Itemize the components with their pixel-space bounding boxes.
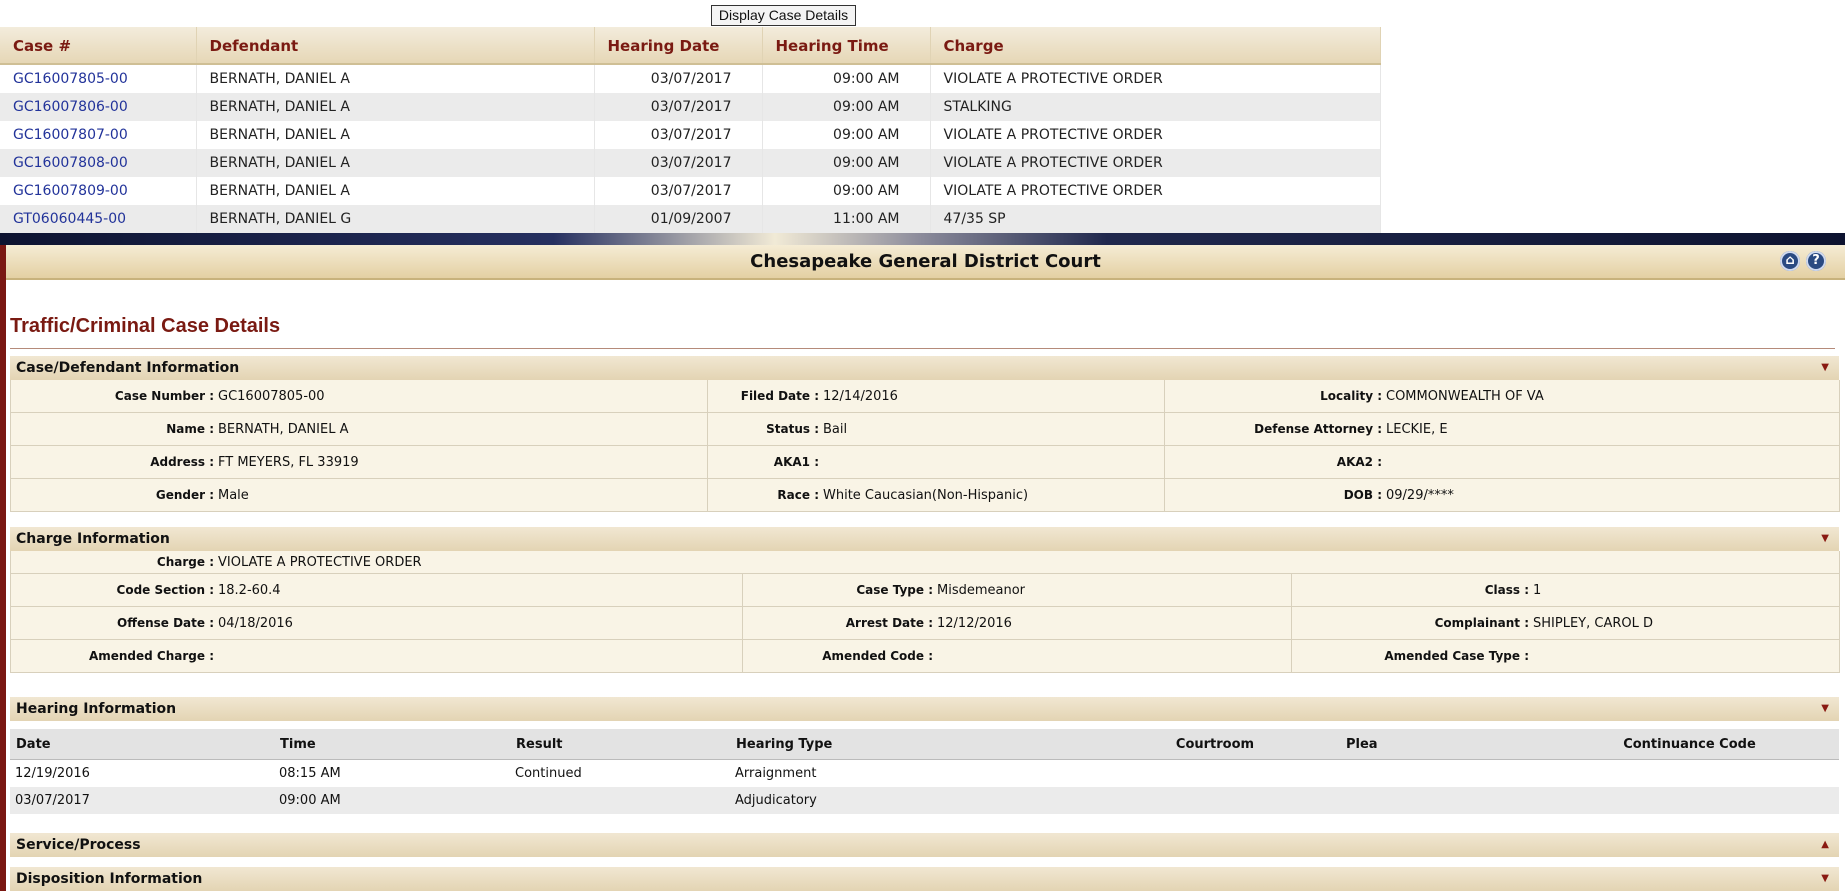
field-amended-charge <box>11 640 743 673</box>
field-value: SHIPLEY, CAROL D <box>1533 615 1653 631</box>
hearing-header-row <box>10 729 1839 760</box>
table-row <box>0 64 1380 93</box>
field-value: Bail <box>823 421 848 437</box>
col-header-hearing-time[interactable]: Hearing Time <box>762 27 930 64</box>
hearing-type-cell: Adjudicatory <box>730 787 1090 814</box>
field-case-number <box>11 380 708 413</box>
hearing-time-cell: 09:00 AM <box>274 787 510 814</box>
col-header-hearing-date[interactable]: Hearing Date <box>594 27 762 64</box>
field-label: Case Number : <box>114 388 214 403</box>
info-row <box>11 574 1840 607</box>
courtroom-cell <box>1090 787 1340 814</box>
hearing-time-cell: 09:00 AM <box>762 64 930 93</box>
field-arrest-date <box>743 607 1292 640</box>
defendant-cell: BERNATH, DANIEL A <box>196 121 594 149</box>
page-title: Traffic/Criminal Case Details <box>10 315 281 337</box>
field-gender <box>11 479 708 512</box>
case-number-link[interactable]: GC16007805-00 <box>0 64 196 93</box>
section-header-disposition[interactable] <box>10 867 1839 891</box>
hearing-time-cell: 08:15 AM <box>279 766 341 781</box>
field-label: AKA2 : <box>1336 454 1382 469</box>
court-name: Chesapeake General District Court <box>750 251 1101 272</box>
charge-cell: STALKING <box>930 93 1380 121</box>
case-number-link[interactable]: GC16007807-00 <box>0 121 196 149</box>
field-value: 12/12/2016 <box>937 615 1012 631</box>
hearing-date-cell: 12/19/2016 <box>15 766 90 781</box>
expand-icon[interactable]: ▲ <box>1821 839 1829 850</box>
section-title: Hearing Information <box>16 701 177 717</box>
col-header-plea: Plea <box>1340 729 1540 760</box>
field-label: Charge : <box>156 554 214 569</box>
collapse-icon[interactable]: ▼ <box>1821 873 1829 884</box>
home-icon[interactable]: ⌂ <box>1780 251 1800 271</box>
field-address <box>11 446 708 479</box>
table-row <box>10 760 1839 788</box>
hearing-time-cell: 09:00 AM <box>762 93 930 121</box>
field-class <box>1292 574 1840 607</box>
field-dob <box>1165 479 1840 512</box>
info-row <box>11 640 1840 673</box>
field-label: Amended Case Type : <box>1384 648 1529 663</box>
hearing-result-cell: Continued <box>515 766 582 781</box>
case-defendant-grid <box>10 380 1840 512</box>
field-label: Case Type : <box>856 582 933 597</box>
hearing-date-cell: 03/07/2017 <box>594 177 762 205</box>
section-header-case-defendant[interactable] <box>10 356 1839 380</box>
case-number-link[interactable]: GT06060445-00 <box>0 205 196 233</box>
col-header-courtroom: Courtroom <box>1090 729 1340 760</box>
field-label: Offense Date : <box>117 615 214 630</box>
results-header-row <box>0 27 1380 64</box>
table-row <box>10 787 1839 814</box>
info-row <box>11 551 1840 574</box>
field-label: AKA1 : <box>773 454 819 469</box>
field-filed-date <box>708 380 1165 413</box>
charge-cell: VIOLATE A PROTECTIVE ORDER <box>930 64 1380 93</box>
field-aka2 <box>1165 446 1840 479</box>
field-name <box>11 413 708 446</box>
col-header-continuance-code: Continuance Code <box>1540 729 1839 760</box>
hearing-date-cell: 03/07/2017 <box>594 149 762 177</box>
collapse-icon[interactable]: ▼ <box>1821 703 1829 714</box>
hearing-date-cell: 03/07/2017 <box>10 787 274 814</box>
hearing-date-cell: 03/07/2017 <box>594 121 762 149</box>
field-amended-code <box>743 640 1292 673</box>
charge-cell: VIOLATE A PROTECTIVE ORDER <box>930 177 1380 205</box>
field-label: Address : <box>150 454 214 469</box>
field-status <box>708 413 1165 446</box>
hearing-time-cell: 09:00 AM <box>762 177 930 205</box>
col-header-time: Time <box>274 729 510 760</box>
field-value: VIOLATE A PROTECTIVE ORDER <box>218 554 422 570</box>
field-label: Code Section : <box>116 582 214 597</box>
field-value: LECKIE, E <box>1386 421 1448 437</box>
field-label: Race : <box>777 487 819 502</box>
field-label: Gender : <box>155 487 214 502</box>
field-charge <box>11 551 1840 574</box>
field-label: Locality : <box>1320 388 1382 403</box>
hearing-date-cell: 01/09/2007 <box>594 205 762 233</box>
field-defense-attorney <box>1165 413 1840 446</box>
title-divider <box>10 348 1835 349</box>
field-value: White Caucasian(Non-Hispanic) <box>823 487 1029 503</box>
results-table <box>0 27 1381 233</box>
case-number-link[interactable]: GC16007809-00 <box>0 177 196 205</box>
field-locality <box>1165 380 1840 413</box>
field-value: GC16007805-00 <box>218 388 325 404</box>
field-label: Name : <box>166 421 214 436</box>
case-number-link[interactable]: GC16007808-00 <box>0 149 196 177</box>
field-value: 1 <box>1533 582 1542 598</box>
field-label: Status : <box>766 421 819 436</box>
field-code-section <box>11 574 743 607</box>
defendant-cell: BERNATH, DANIEL A <box>196 149 594 177</box>
display-case-details-button[interactable]: Display Case Details <box>711 5 856 26</box>
charge-grid <box>10 551 1840 673</box>
continuance-code-cell <box>1540 787 1839 814</box>
field-value: COMMONWEALTH OF VA <box>1386 388 1544 404</box>
field-value: Male <box>218 487 249 503</box>
case-number-link[interactable]: GC16007806-00 <box>0 93 196 121</box>
field-case-type <box>743 574 1292 607</box>
field-label: Amended Code : <box>822 648 933 663</box>
section-title: Charge Information <box>16 531 170 547</box>
court-case-details-page <box>0 245 1845 891</box>
col-header-defendant[interactable]: Defendant <box>196 27 594 64</box>
info-row <box>11 479 1840 512</box>
courtroom-cell <box>1090 760 1340 788</box>
section-title: Case/Defendant Information <box>16 360 240 376</box>
col-header-case-number[interactable]: Case # <box>0 27 196 64</box>
help-icon[interactable]: ? <box>1806 251 1826 271</box>
collapse-icon[interactable]: ▼ <box>1821 362 1829 373</box>
info-row <box>11 607 1840 640</box>
hearing-table <box>10 729 1839 814</box>
case-search-results <box>0 0 1380 236</box>
hearing-time-cell: 09:00 AM <box>762 149 930 177</box>
field-value: BERNATH, DANIEL A <box>218 421 349 437</box>
section-header-hearing[interactable] <box>10 697 1839 721</box>
field-amended-case-type <box>1292 640 1840 673</box>
field-label: Defense Attorney : <box>1254 421 1382 436</box>
field-value: Misdemeanor <box>937 582 1026 598</box>
charge-cell: VIOLATE A PROTECTIVE ORDER <box>930 121 1380 149</box>
table-row <box>0 177 1380 205</box>
info-row <box>11 446 1840 479</box>
plea-cell <box>1340 760 1540 788</box>
field-label: DOB : <box>1343 487 1382 502</box>
hearing-time-cell: 09:00 AM <box>762 121 930 149</box>
info-row <box>11 413 1840 446</box>
field-complainant <box>1292 607 1840 640</box>
col-header-result: Result <box>510 729 730 760</box>
field-label: Complainant : <box>1434 615 1529 630</box>
field-value: 09/29/**** <box>1386 487 1454 503</box>
section-header-charge[interactable] <box>10 527 1839 551</box>
field-value: FT MEYERS, FL 33919 <box>218 454 359 470</box>
field-label: Class : <box>1484 582 1529 597</box>
continuance-code-cell <box>1540 760 1839 788</box>
col-header-charge[interactable]: Charge <box>930 27 1380 64</box>
field-label: Amended Charge : <box>88 648 214 663</box>
col-header-hearing-type: Hearing Type <box>730 729 1090 760</box>
plea-cell <box>1340 787 1540 814</box>
section-title: Disposition Information <box>16 871 203 887</box>
hearing-time-cell: 11:00 AM <box>762 205 930 233</box>
field-value: 04/18/2016 <box>218 615 293 631</box>
banner-strip <box>0 233 1845 245</box>
section-title: Service/Process <box>16 837 141 853</box>
info-row <box>11 380 1840 413</box>
section-header-service-process[interactable] <box>10 833 1839 857</box>
charge-cell: VIOLATE A PROTECTIVE ORDER <box>930 149 1380 177</box>
field-race <box>708 479 1165 512</box>
defendant-cell: BERNATH, DANIEL A <box>196 177 594 205</box>
defendant-cell: BERNATH, DANIEL G <box>196 205 594 233</box>
court-header-bar <box>6 245 1845 280</box>
field-value: 12/14/2016 <box>823 388 898 404</box>
hearing-date-cell: 03/07/2017 <box>594 64 762 93</box>
collapse-icon[interactable]: ▼ <box>1821 533 1829 544</box>
hearing-date-cell: 03/07/2017 <box>594 93 762 121</box>
page-border <box>0 245 6 891</box>
field-value: 18.2-60.4 <box>218 582 281 598</box>
table-row <box>0 149 1380 177</box>
table-row <box>0 93 1380 121</box>
table-row <box>0 121 1380 149</box>
table-row <box>0 205 1380 233</box>
defendant-cell: BERNATH, DANIEL A <box>196 64 594 93</box>
defendant-cell: BERNATH, DANIEL A <box>196 93 594 121</box>
field-label: Arrest Date : <box>845 615 933 630</box>
field-offense-date <box>11 607 743 640</box>
col-header-date: Date <box>10 729 274 760</box>
hearing-result-cell <box>510 787 730 814</box>
field-aka1 <box>708 446 1165 479</box>
charge-cell: 47/35 SP <box>930 205 1380 233</box>
field-label: Filed Date : <box>740 388 819 403</box>
hearing-type-cell: Arraignment <box>735 766 817 781</box>
